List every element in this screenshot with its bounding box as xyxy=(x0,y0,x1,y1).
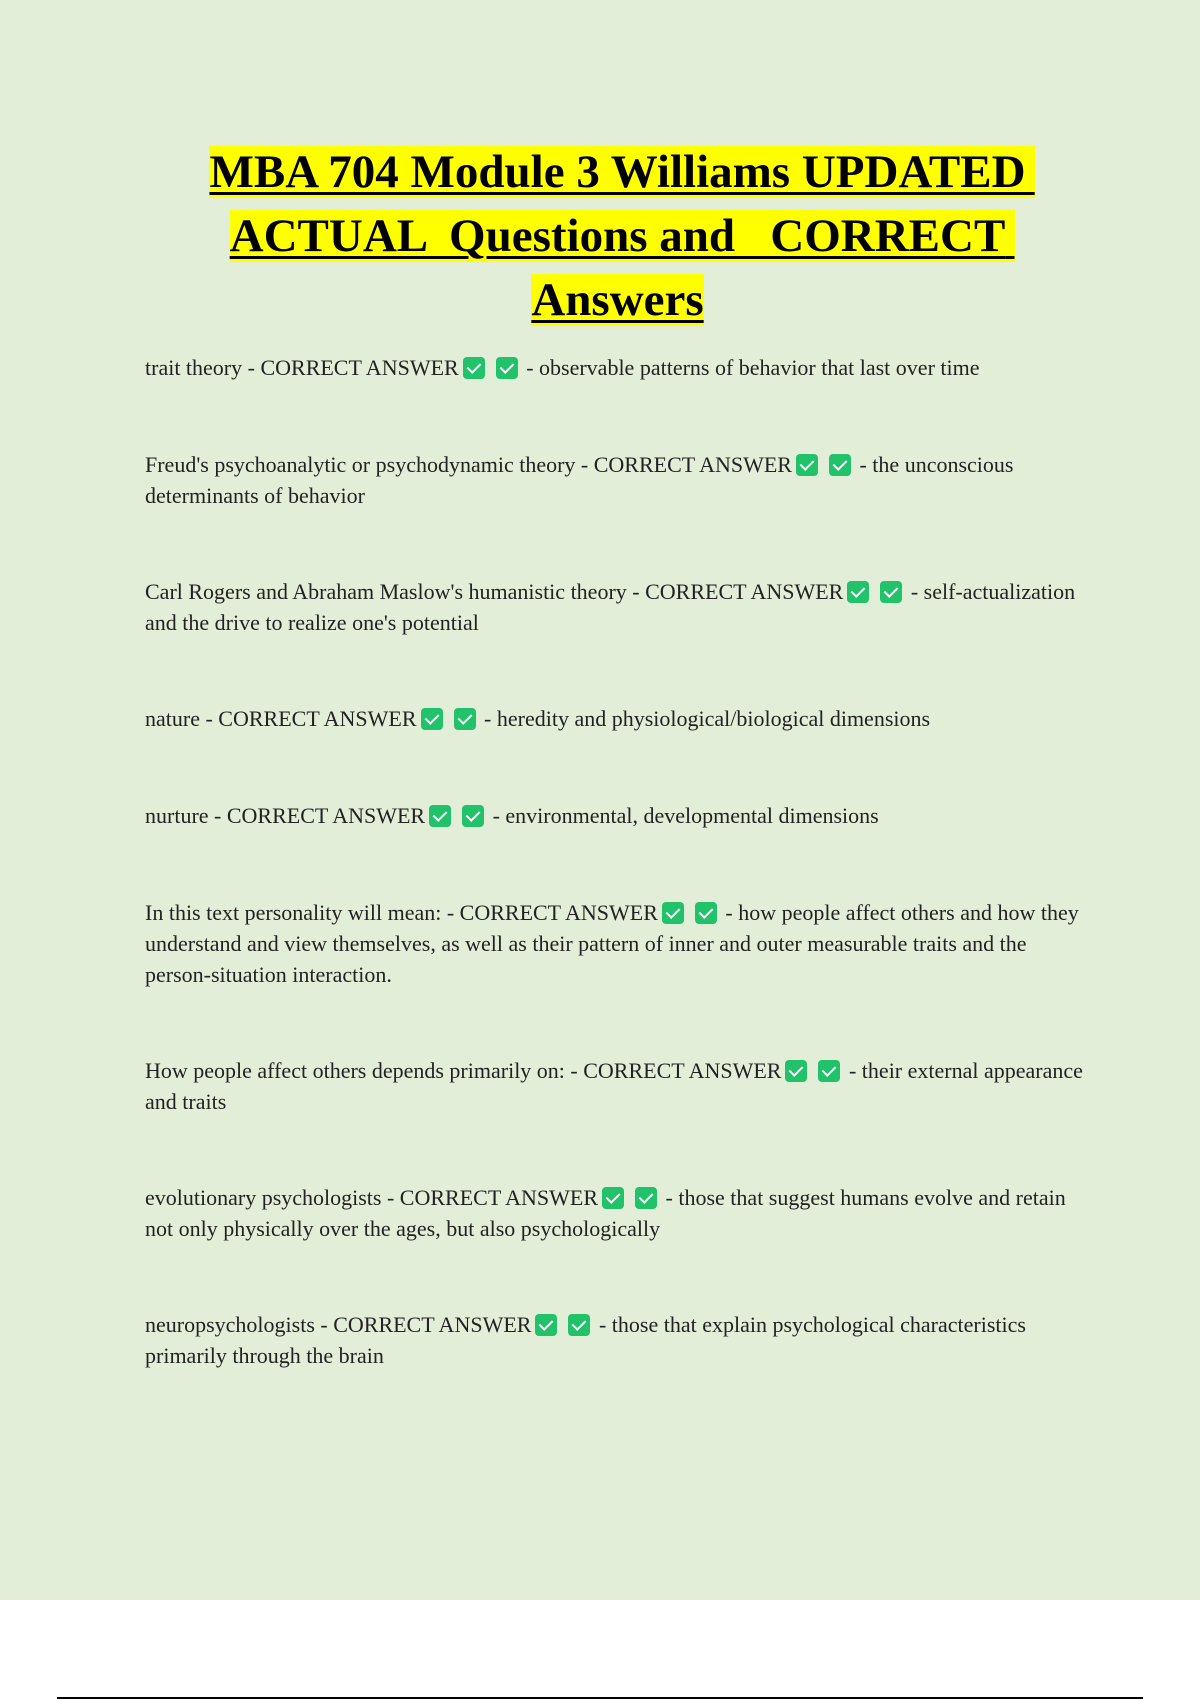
green-checkmark-icon xyxy=(429,805,451,827)
qa-entry xyxy=(145,800,1085,831)
green-checkmark-icon xyxy=(785,1060,807,1082)
green-checkmark-icon xyxy=(421,708,443,730)
green-checkmark-icon xyxy=(796,454,818,476)
entry-definition: - environmental, developmental dimensions xyxy=(492,803,879,828)
entry-definition: - those that explain psychological characteristics primarily through the brain xyxy=(145,1312,1026,1368)
entry-definition: - how people affect others and how they understand and view themselves, as well as their pattern of inner and outer measurable traits and the person-situation interaction. xyxy=(145,900,1079,987)
green-checkmark-icon xyxy=(454,708,476,730)
green-checkmark-icon xyxy=(602,1187,624,1209)
page-divider xyxy=(57,1697,1143,1699)
entry-term: nurture - CORRECT ANSWER xyxy=(145,803,426,828)
green-checkmark-icon xyxy=(635,1187,657,1209)
document-title: MBA 704 Module 3 Williams UPDATED ACTUAL Questions and CORRECT Answers xyxy=(209,146,1035,326)
entry-term: evolutionary psychologists - CORRECT ANSWER xyxy=(145,1185,599,1210)
qa-entry xyxy=(145,1309,1085,1371)
green-checkmark-icon xyxy=(568,1314,590,1336)
entry-definition: - their external appearance and traits xyxy=(145,1058,1083,1114)
green-checkmark-icon xyxy=(463,357,485,379)
entry-definition: - self-actualization and the drive to realize one's potential xyxy=(145,579,1076,635)
qa-entry xyxy=(145,1182,1085,1244)
green-checkmark-icon xyxy=(496,357,518,379)
qa-entry xyxy=(145,1055,1085,1117)
green-checkmark-icon xyxy=(462,805,484,827)
green-checkmark-icon xyxy=(662,902,684,924)
green-checkmark-icon xyxy=(695,902,717,924)
entry-definition: - those that suggest humans evolve and retain not only physically over the ages, but also psychologically xyxy=(145,1185,1066,1241)
entry-term: nature - CORRECT ANSWER xyxy=(145,706,417,731)
green-checkmark-icon xyxy=(847,581,869,603)
green-checkmark-icon xyxy=(829,454,851,476)
green-checkmark-icon xyxy=(880,581,902,603)
qa-entry xyxy=(145,576,1085,638)
entry-term: In this text personality will mean: - CORRECT ANSWER xyxy=(145,900,658,925)
qa-entry xyxy=(145,897,1085,990)
entry-term: trait theory - CORRECT ANSWER xyxy=(145,355,459,380)
entry-term: neuropsychologists - CORRECT ANSWER xyxy=(145,1312,532,1337)
document-title-block xyxy=(150,140,1085,332)
qa-entry xyxy=(145,703,1085,734)
qa-entry xyxy=(145,352,1085,383)
green-checkmark-icon xyxy=(535,1314,557,1336)
qa-entry xyxy=(145,449,1085,511)
green-checkmark-icon xyxy=(818,1060,840,1082)
entry-term: Freud's psychoanalytic or psychodynamic theory - CORRECT ANSWER xyxy=(145,452,792,477)
entry-definition: - observable patterns of behavior that last over time xyxy=(526,355,980,380)
entry-term: Carl Rogers and Abraham Maslow's humanistic theory - CORRECT ANSWER xyxy=(145,579,844,604)
entry-definition: - heredity and physiological/biological dimensions xyxy=(484,706,931,731)
entry-definition: - the unconscious determinants of behavior xyxy=(145,452,1014,508)
entry-term: How people affect others depends primarily on: - CORRECT ANSWER xyxy=(145,1058,782,1083)
